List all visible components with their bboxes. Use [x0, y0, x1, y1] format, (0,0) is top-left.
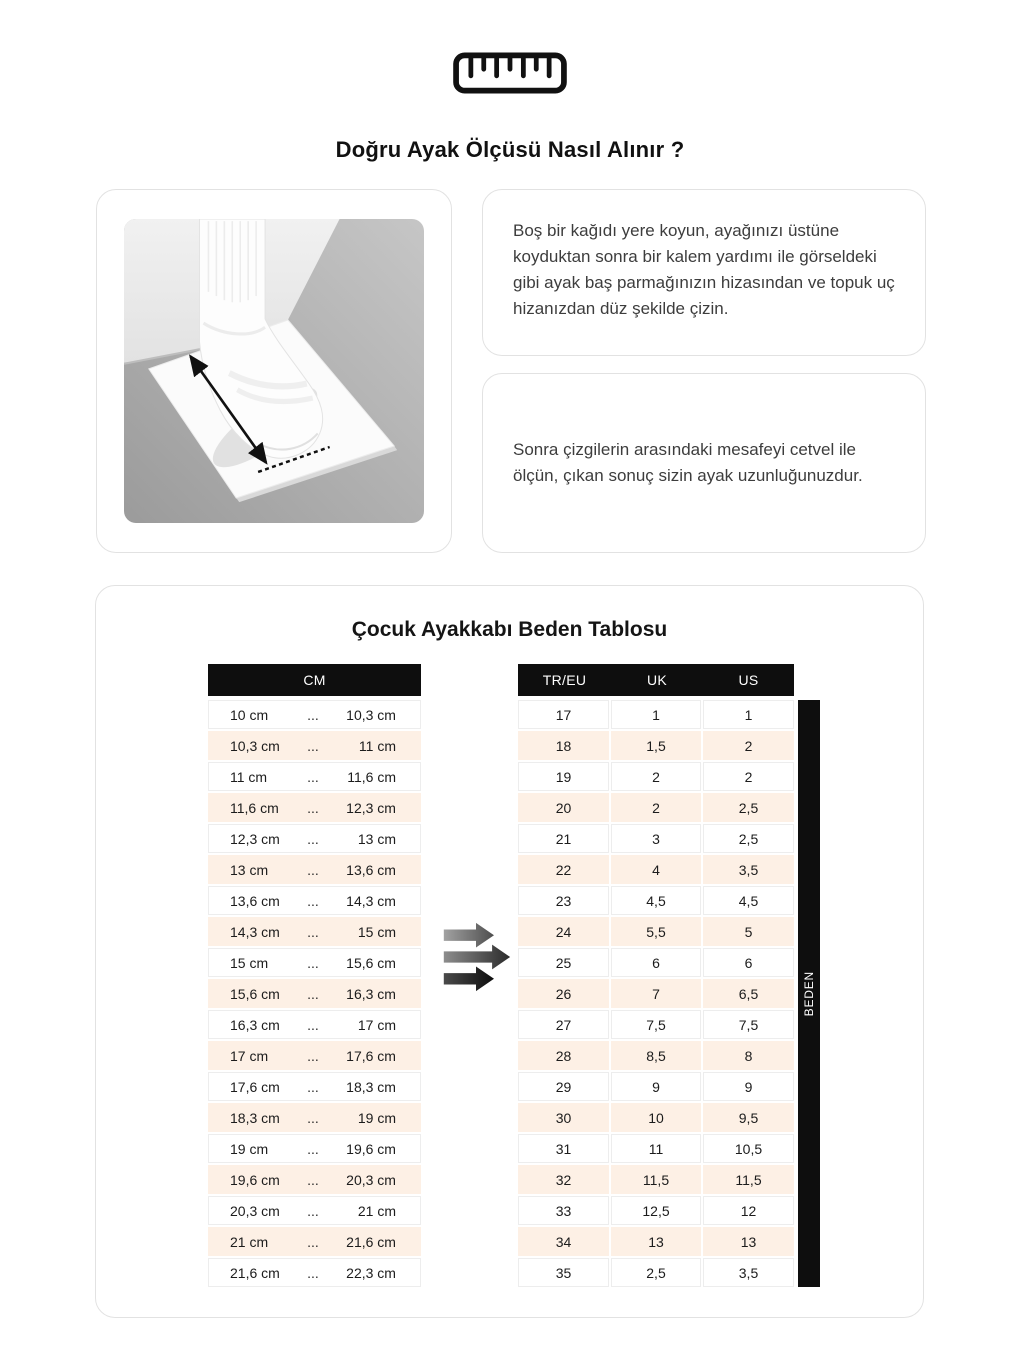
- tr-eu-size: 24: [518, 917, 609, 946]
- size-row: [518, 1196, 794, 1225]
- uk-size: 5,5: [611, 917, 701, 946]
- cm-range-row: [208, 886, 421, 915]
- cm-range-row: [208, 700, 421, 729]
- size-row: [518, 1165, 794, 1194]
- convert-arrows-icon: [438, 921, 514, 998]
- us-size: 10,5: [703, 1134, 794, 1163]
- size-row: [518, 793, 794, 822]
- cm-from-value: 20,3 cm: [230, 1202, 280, 1219]
- size-row: [518, 1072, 794, 1101]
- size-row: [518, 917, 794, 946]
- us-size: 6,5: [703, 979, 794, 1008]
- us-size: 3,5: [703, 1258, 794, 1287]
- cm-range-row: [208, 793, 421, 822]
- cm-from-value: 11 cm: [230, 768, 268, 785]
- range-dots: ...: [307, 923, 319, 940]
- tr-eu-size: 18: [518, 731, 609, 760]
- uk-size: 1: [611, 700, 701, 729]
- cm-table-header: CM: [208, 664, 421, 696]
- header-us: US: [738, 672, 759, 688]
- tr-eu-size: 30: [518, 1103, 609, 1132]
- instruction-step-2: [482, 373, 926, 553]
- uk-size: 6: [611, 948, 701, 977]
- us-size: 12: [703, 1196, 794, 1225]
- cm-from-value: 15 cm: [230, 954, 269, 971]
- us-size: 9: [703, 1072, 794, 1101]
- range-dots: ...: [307, 799, 319, 816]
- cm-from-value: 14,3 cm: [230, 923, 280, 940]
- header-uk: UK: [646, 672, 668, 688]
- us-size: 9,5: [703, 1103, 794, 1132]
- cm-from-value: 17 cm: [230, 1047, 269, 1064]
- ruler-icon: [451, 52, 569, 99]
- us-size: 8: [703, 1041, 794, 1070]
- tr-eu-size: 19: [518, 762, 609, 791]
- cm-range-row: [208, 731, 421, 760]
- us-size: 7,5: [703, 1010, 794, 1039]
- size-row: [518, 1010, 794, 1039]
- cm-range-row: [208, 948, 421, 977]
- range-dots: ...: [307, 1264, 319, 1281]
- cm-to-value: 11,6 cm: [347, 768, 396, 785]
- range-dots: ...: [307, 1016, 319, 1033]
- size-table-header-row: [518, 664, 794, 696]
- us-size: 1: [703, 700, 794, 729]
- page-header: [0, 0, 1020, 163]
- us-size: 11,5: [703, 1165, 794, 1194]
- cm-table: [208, 664, 421, 1289]
- us-size: 13: [703, 1227, 794, 1256]
- size-row: [518, 1258, 794, 1287]
- cm-to-value: 16,3 cm: [346, 985, 396, 1002]
- cm-from-value: 19 cm: [230, 1140, 269, 1157]
- beden-label-bar: [798, 700, 820, 1287]
- uk-size: 7: [611, 979, 701, 1008]
- range-dots: ...: [307, 1078, 319, 1095]
- range-dots: ...: [307, 861, 319, 878]
- size-table-card: [95, 585, 924, 1318]
- size-conversion-table: [518, 664, 794, 1289]
- instruction-step-1: [482, 189, 926, 356]
- cm-to-value: 18,3 cm: [346, 1078, 396, 1095]
- cm-to-value: 20,3 cm: [346, 1171, 396, 1188]
- size-table-body: [518, 700, 794, 1287]
- us-size: 2: [703, 731, 794, 760]
- size-row: [518, 979, 794, 1008]
- uk-size: 4,5: [611, 886, 701, 915]
- size-row: [518, 886, 794, 915]
- cm-to-value: 15,6 cm: [346, 954, 396, 971]
- cm-to-value: 21,6 cm: [346, 1233, 396, 1250]
- tr-eu-size: 32: [518, 1165, 609, 1194]
- cm-from-value: 18,3 cm: [230, 1109, 280, 1126]
- range-dots: ...: [307, 954, 319, 971]
- cm-to-value: 12,3 cm: [346, 799, 396, 816]
- foot-measurement-photo: [124, 219, 424, 523]
- cm-from-value: 11,6 cm: [230, 799, 279, 816]
- cm-to-value: 19,6 cm: [346, 1140, 396, 1157]
- range-dots: ...: [307, 1109, 319, 1126]
- cm-to-value: 13 cm: [357, 830, 396, 847]
- size-row: [518, 1103, 794, 1132]
- tr-eu-size: 20: [518, 793, 609, 822]
- cm-from-value: 13 cm: [230, 861, 269, 878]
- us-size: 6: [703, 948, 794, 977]
- cm-range-row: [208, 1010, 421, 1039]
- uk-size: 10: [611, 1103, 701, 1132]
- cm-to-value: 13,6 cm: [346, 861, 396, 878]
- us-size: 5: [703, 917, 794, 946]
- size-row: [518, 1227, 794, 1256]
- tr-eu-size: 33: [518, 1196, 609, 1225]
- uk-size: 1,5: [611, 731, 701, 760]
- header-tr-eu: TR/EU: [542, 672, 587, 688]
- cm-to-value: 21 cm: [357, 1202, 396, 1219]
- size-table-title: Çocuk Ayakkabı Beden Tablosu: [351, 618, 668, 641]
- range-dots: ...: [307, 892, 319, 909]
- uk-size: 8,5: [611, 1041, 701, 1070]
- instruction-step-2-text: Sonra çizgilerin arasındaki mesafeyi cetvel ile ölçün, çıkan sonuç sizin ayak uzunluğunuzdur.: [513, 440, 863, 485]
- cm-range-row: [208, 1196, 421, 1225]
- cm-to-value: 22,3 cm: [346, 1264, 396, 1281]
- uk-size: 2: [611, 793, 701, 822]
- uk-size: 12,5: [611, 1196, 701, 1225]
- tr-eu-size: 34: [518, 1227, 609, 1256]
- tr-eu-size: 17: [518, 700, 609, 729]
- uk-size: 4: [611, 855, 701, 884]
- tr-eu-size: 28: [518, 1041, 609, 1070]
- cm-to-value: 17 cm: [357, 1016, 396, 1033]
- uk-size: 2,5: [611, 1258, 701, 1287]
- range-dots: ...: [307, 830, 319, 847]
- cm-range-row: [208, 1165, 421, 1194]
- tr-eu-size: 23: [518, 886, 609, 915]
- cm-table-body: [208, 700, 421, 1287]
- range-dots: ...: [307, 1171, 319, 1188]
- uk-size: 9: [611, 1072, 701, 1101]
- cm-from-value: 21 cm: [230, 1233, 269, 1250]
- cm-from-value: 12,3 cm: [230, 830, 280, 847]
- size-row: [518, 700, 794, 729]
- tr-eu-size: 29: [518, 1072, 609, 1101]
- tr-eu-size: 22: [518, 855, 609, 884]
- cm-to-value: 11 cm: [358, 737, 396, 754]
- cm-from-value: 16,3 cm: [230, 1016, 280, 1033]
- cm-range-row: [208, 824, 421, 853]
- cm-range-row: [208, 1258, 421, 1287]
- cm-to-value: 19 cm: [357, 1109, 396, 1126]
- cm-from-value: 17,6 cm: [230, 1078, 280, 1095]
- cm-range-row: [208, 1227, 421, 1256]
- tr-eu-size: 31: [518, 1134, 609, 1163]
- range-dots: ...: [307, 1047, 319, 1064]
- cm-to-value: 17,6 cm: [346, 1047, 396, 1064]
- cm-to-value: 15 cm: [357, 923, 396, 940]
- cm-from-value: 10,3 cm: [230, 737, 280, 754]
- range-dots: ...: [307, 1140, 319, 1157]
- cm-range-row: [208, 1134, 421, 1163]
- cm-from-value: 15,6 cm: [230, 985, 280, 1002]
- range-dots: ...: [307, 706, 319, 723]
- us-size: 4,5: [703, 886, 794, 915]
- measurement-guide-section: [96, 189, 926, 553]
- us-size: 2,5: [703, 824, 794, 853]
- page-title: Doğru Ayak Ölçüsü Nasıl Alınır ?: [335, 137, 685, 162]
- us-size: 2,5: [703, 793, 794, 822]
- size-row: [518, 948, 794, 977]
- cm-range-row: [208, 762, 421, 791]
- tr-eu-size: 27: [518, 1010, 609, 1039]
- uk-size: 11,5: [611, 1165, 701, 1194]
- uk-size: 13: [611, 1227, 701, 1256]
- cm-from-value: 13,6 cm: [230, 892, 280, 909]
- size-row: [518, 1134, 794, 1163]
- range-dots: ...: [307, 1202, 319, 1219]
- tr-eu-size: 26: [518, 979, 609, 1008]
- uk-size: 11: [611, 1134, 701, 1163]
- size-row: [518, 1041, 794, 1070]
- cm-from-value: 19,6 cm: [230, 1171, 280, 1188]
- tr-eu-size: 21: [518, 824, 609, 853]
- size-row: [518, 824, 794, 853]
- range-dots: ...: [307, 985, 319, 1002]
- us-size: 2: [703, 762, 794, 791]
- cm-range-row: [208, 1072, 421, 1101]
- cm-from-value: 21,6 cm: [230, 1264, 280, 1281]
- cm-range-row: [208, 979, 421, 1008]
- beden-label: BEDEN: [802, 970, 816, 1017]
- cm-range-row: [208, 1103, 421, 1132]
- foot-measurement-photo-card: [96, 189, 452, 553]
- size-row: [518, 855, 794, 884]
- instruction-step-1-text: Boş bir kağıdı yere koyun, ayağınızı üstüne koyduktan sonra bir kalem yardımı ile görseldeki gibi ayak baş parmağınızın hizasından ve topuk uç hizanızdan düz şekilde çizin.: [513, 221, 895, 318]
- cm-range-row: [208, 855, 421, 884]
- uk-size: 2: [611, 762, 701, 791]
- uk-size: 3: [611, 824, 701, 853]
- range-dots: ...: [307, 768, 319, 785]
- cm-range-row: [208, 917, 421, 946]
- us-size: 3,5: [703, 855, 794, 884]
- range-dots: ...: [307, 737, 319, 754]
- size-row: [518, 731, 794, 760]
- tr-eu-size: 35: [518, 1258, 609, 1287]
- uk-size: 7,5: [611, 1010, 701, 1039]
- cm-from-value: 10 cm: [230, 706, 269, 723]
- range-dots: ...: [307, 1233, 319, 1250]
- cm-range-row: [208, 1041, 421, 1070]
- cm-to-value: 10,3 cm: [346, 706, 396, 723]
- size-row: [518, 762, 794, 791]
- tr-eu-size: 25: [518, 948, 609, 977]
- cm-to-value: 14,3 cm: [346, 892, 396, 909]
